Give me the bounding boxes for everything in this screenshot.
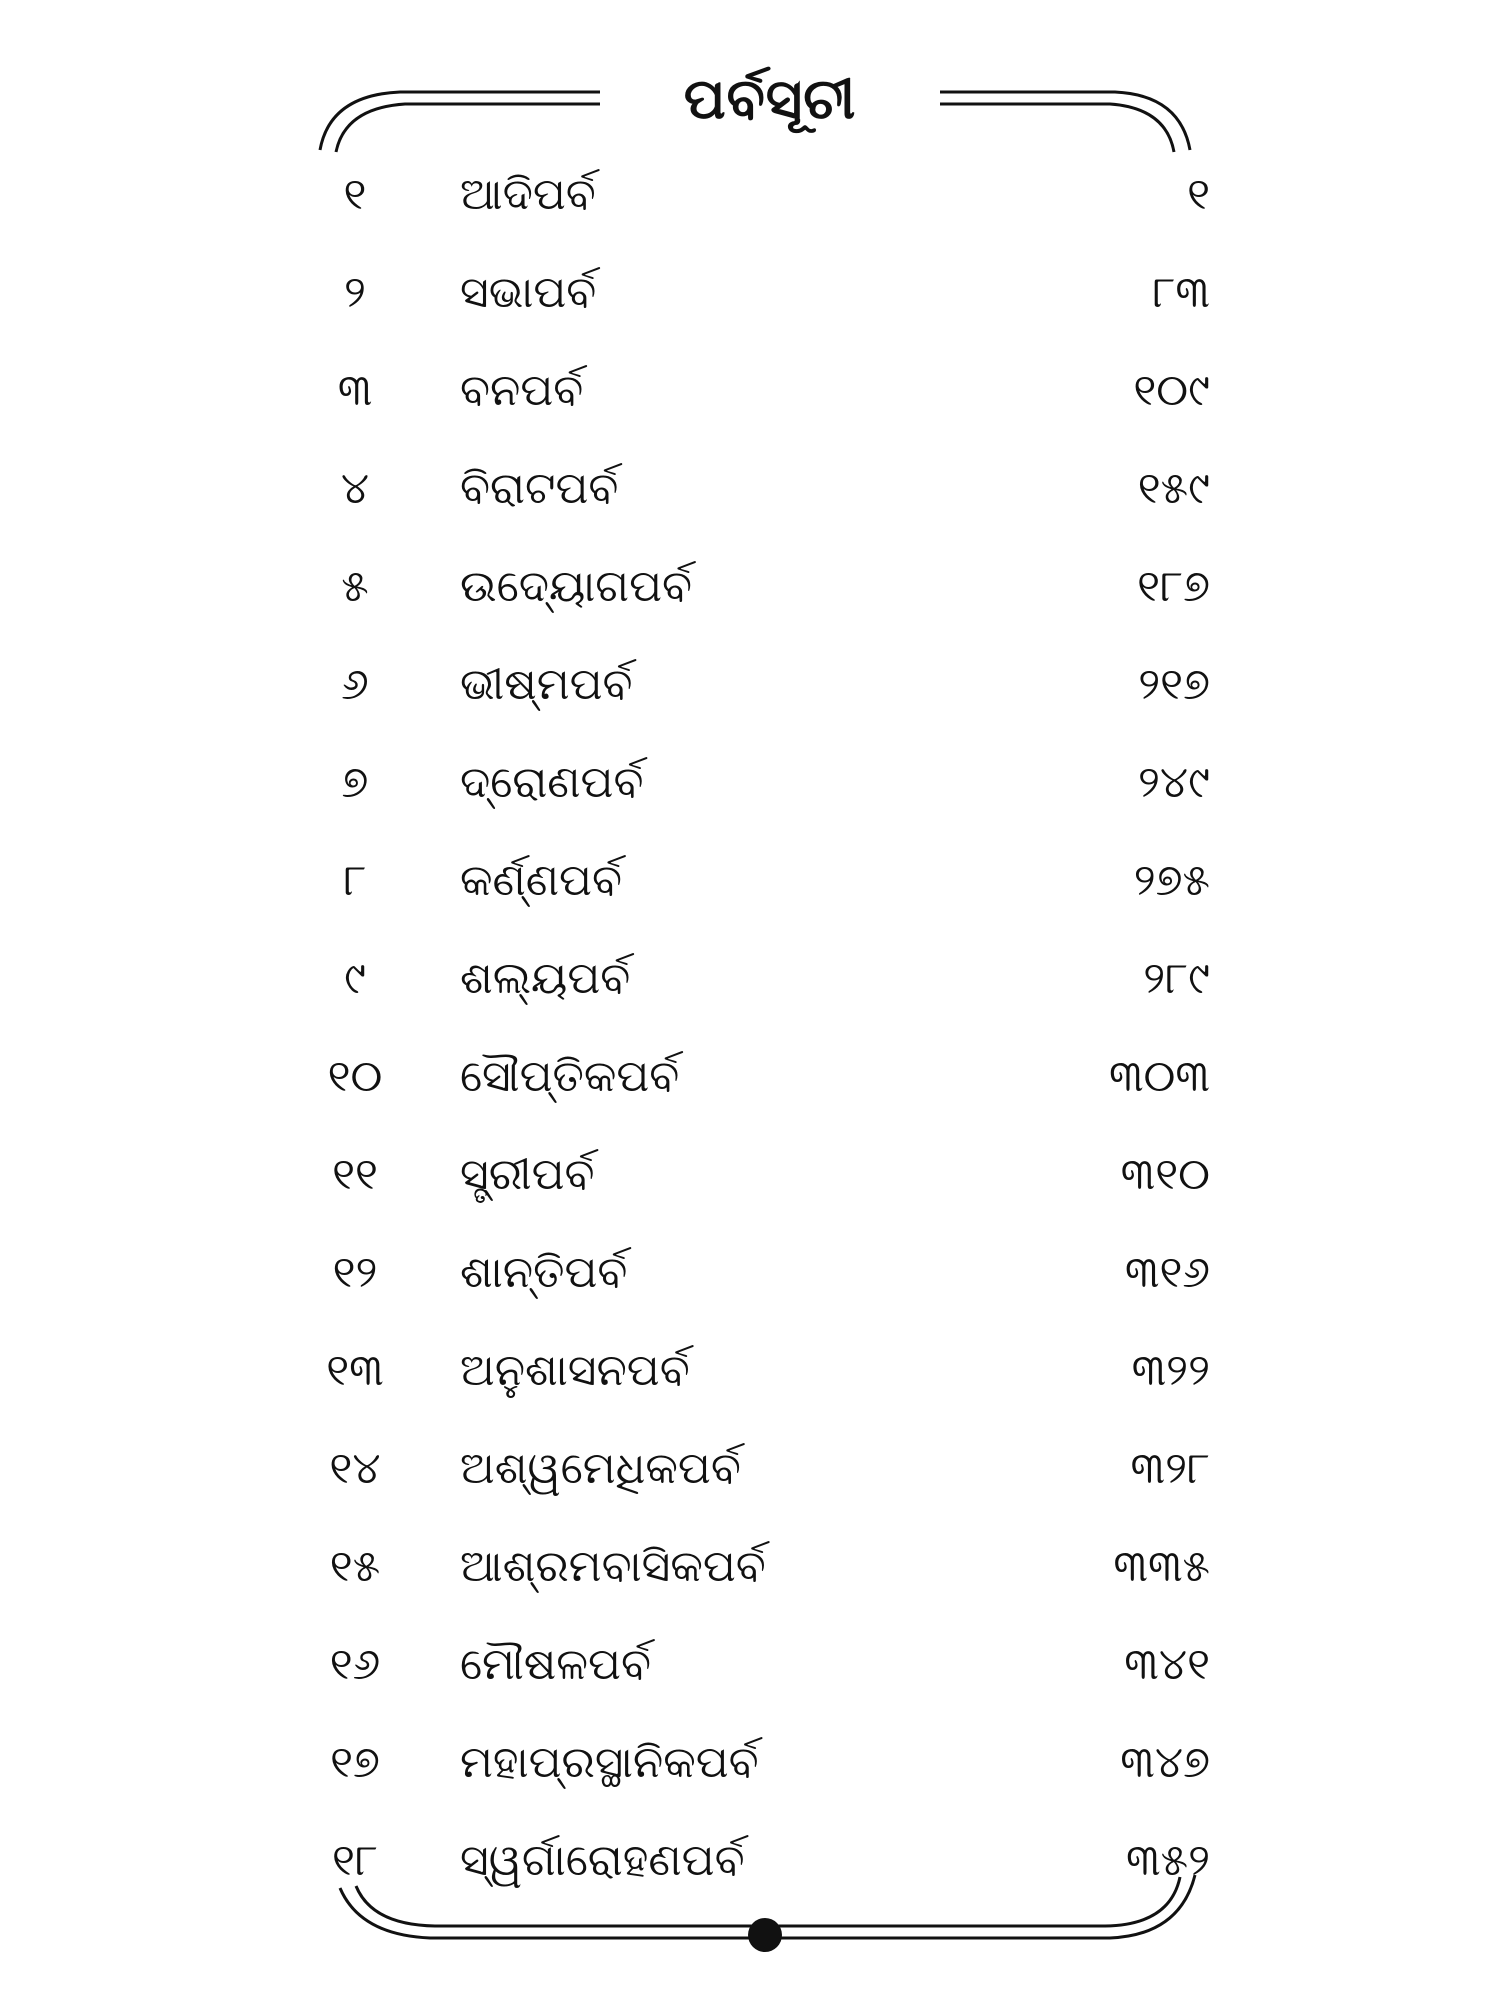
toc-page-number: ୩୧୦ (1120, 1149, 1210, 1200)
toc-number: ୧୭ (330, 1737, 380, 1788)
toc-row (0, 1434, 1500, 1504)
toc-row (0, 846, 1500, 916)
toc-section-name: ବିରାଟପର୍ବ (460, 463, 619, 514)
toc-number: ୪ (340, 463, 370, 514)
toc-section-name: ସ୍ତ୍ରୀପର୍ବ (460, 1149, 595, 1200)
toc-section-name: ମହାପ୍ରସ୍ଥାନିକପର୍ବ (460, 1737, 759, 1788)
toc-number: ୧୩ (326, 1345, 384, 1396)
toc-page-number: ୧୮୭ (1137, 561, 1210, 612)
toc-section-name: ବନପର୍ବ (460, 365, 584, 416)
toc-number: ୧ (343, 169, 367, 220)
toc-row (0, 552, 1500, 622)
toc-page-number: ୮୩ (1152, 267, 1210, 318)
toc-section-name: ଅନୁଶାସନପର୍ବ (460, 1345, 690, 1396)
toc-number: ୫ (341, 561, 369, 612)
toc-number: ୨ (344, 267, 366, 318)
toc-section-name: ସୌପ୍ତିକପର୍ବ (460, 1051, 680, 1102)
toc-section-name: କର୍ଣ୍ଣପର୍ବ (460, 855, 622, 906)
toc-section-name: ଦ୍ରୋଣପର୍ବ (460, 757, 644, 808)
toc-page-number: ୩୧୬ (1124, 1247, 1210, 1298)
toc-page-number: ୧୫୯ (1137, 463, 1210, 514)
toc-row (0, 454, 1500, 524)
toc-number: ୧୨ (332, 1247, 378, 1298)
toc-page-number: ୨୧୭ (1138, 659, 1210, 710)
toc-row (0, 1336, 1500, 1406)
toc-row (0, 356, 1500, 426)
toc-page-number: ୩୪୭ (1120, 1737, 1210, 1788)
toc-section-name: ସଭାପର୍ବ (460, 267, 597, 318)
toc-page-number: ୩୦୩ (1108, 1051, 1210, 1102)
toc-row (0, 1630, 1500, 1700)
toc-row (0, 650, 1500, 720)
toc-section-name: ଆଦିପର୍ବ (460, 169, 596, 220)
toc-row (0, 160, 1500, 230)
toc-section-name: ମୌଷଳପର୍ବ (460, 1639, 651, 1690)
toc-section-name: ଶାନ୍ତିପର୍ବ (460, 1247, 628, 1298)
toc-page-number: ୩୨୨ (1131, 1345, 1210, 1396)
toc-section-name: ଆଶ୍ରମବାସିକପର୍ବ (460, 1541, 766, 1592)
toc-number: ୧୪ (329, 1443, 381, 1494)
toc-row (0, 258, 1500, 328)
toc-page-number: ୨୪୯ (1138, 757, 1210, 808)
toc-section-name: ସ୍ୱର୍ଗାରୋହଣପର୍ବ (460, 1835, 745, 1886)
page-title: ପର୍ବସୂଚୀ (600, 60, 940, 140)
toc-row (0, 748, 1500, 818)
toc-number: ୧୬ (329, 1639, 381, 1690)
toc-row (0, 1728, 1500, 1798)
toc-number: ୩ (337, 365, 373, 416)
toc-row (0, 1238, 1500, 1308)
toc-number: ୧୫ (329, 1541, 381, 1592)
toc-row (0, 944, 1500, 1014)
toc-number: ୭ (341, 757, 369, 808)
toc-page-number: ୧ (1187, 169, 1210, 220)
toc-number: ୯ (344, 953, 366, 1004)
toc-page-number: ୩୨୮ (1130, 1443, 1210, 1494)
toc-row (0, 1532, 1500, 1602)
toc-number: ୧୮ (332, 1835, 378, 1886)
toc-section-name: ଅଶ୍ୱମେଧିକପର୍ବ (460, 1443, 741, 1494)
toc-number: ୧୧ (332, 1149, 378, 1200)
toc-section-name: ଶଲ୍ୟପର୍ବ (460, 953, 631, 1004)
toc-row (0, 1140, 1500, 1210)
toc-section-name: ଉଦ୍ୟୋଗପର୍ବ (460, 561, 693, 612)
toc-page-number: ୨୭୫ (1133, 855, 1210, 906)
toc-section-name: ଭୀଷ୍ମପର୍ବ (460, 659, 633, 710)
toc-page-number: ୩୪୧ (1124, 1639, 1210, 1690)
toc-row (0, 1042, 1500, 1112)
toc-page-number: ୧୦୯ (1133, 365, 1210, 416)
toc-number: ୧୦ (327, 1051, 383, 1102)
toc-number: ୬ (341, 659, 369, 710)
toc-page-number: ୩୫୨ (1126, 1835, 1210, 1886)
toc-row (0, 1826, 1500, 1896)
toc-number: ୮ (343, 855, 367, 906)
toc-page-number: ୨୮୯ (1143, 953, 1210, 1004)
toc-page-number: ୩୩୫ (1113, 1541, 1210, 1592)
